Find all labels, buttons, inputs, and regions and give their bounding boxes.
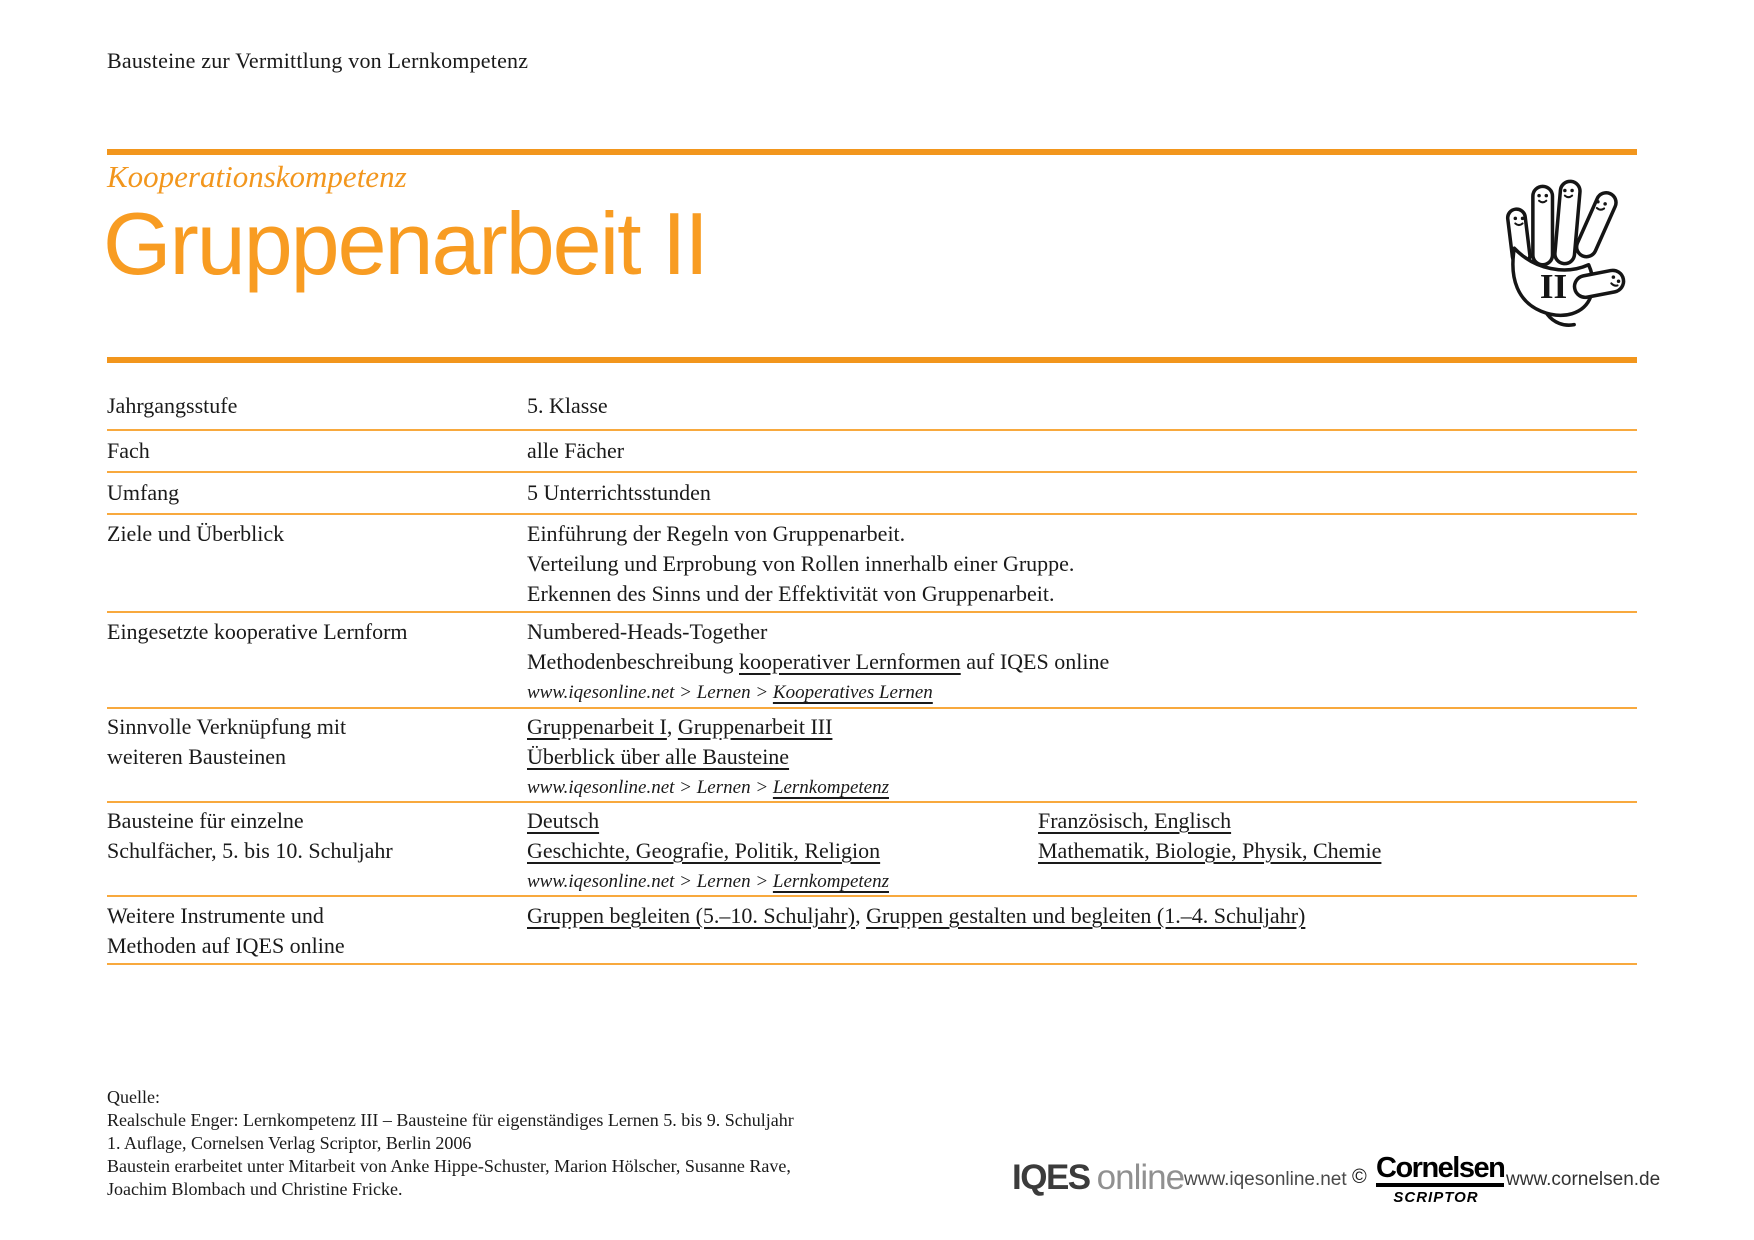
copyright-symbol: © (1352, 1166, 1367, 1188)
table-row-umfang (107, 473, 1637, 515)
row-value (527, 712, 1637, 800)
table-row-weitere-instrumente (107, 897, 1637, 965)
subjects-column-left (527, 806, 1038, 894)
link-ueberblick-bausteine[interactable]: Überblick über alle Bausteine (527, 744, 790, 769)
row-value (527, 806, 1637, 894)
category-subtitle: Kooperationskompetenz (107, 159, 407, 194)
row-value (527, 901, 1637, 961)
separator: , (666, 714, 678, 739)
top-divider-rule (107, 149, 1637, 155)
row-value: 5 Unterrichtsstunden (527, 480, 711, 505)
page-title: Gruppenarbeit II (103, 194, 707, 293)
goal-line: Verteilung und Erprobung von Rollen innerhalb einer Gruppe. (527, 551, 1075, 576)
site-path-line (527, 870, 1038, 894)
table-row-fach (107, 431, 1637, 473)
row-label (107, 901, 527, 961)
tools-links-line (527, 901, 1637, 931)
link-kooperative-lernformen[interactable]: kooperativer Lernformen (739, 649, 961, 674)
iqes-logo-online-text: online (1096, 1158, 1185, 1197)
text-fragment: Methodenbeschreibung (527, 649, 739, 674)
row-value: alle Fächer (527, 438, 625, 463)
label-line: Sinnvolle Verknüpfung mit (107, 714, 347, 739)
link-mathematik-naturwissenschaften[interactable]: Mathematik, Biologie, Physik, Chemie (1038, 838, 1382, 863)
table-row-jahrgangsstufe (107, 363, 1637, 431)
row-label (107, 806, 527, 894)
link-kooperatives-lernen[interactable]: Kooperatives Lernen (772, 682, 933, 703)
source-citation-block (107, 1086, 794, 1201)
separator: , (855, 903, 867, 928)
hand-icon (1500, 176, 1638, 336)
row-value: 5. Klasse (527, 393, 608, 418)
cornelsen-logo-text: Cornelsen (1376, 1153, 1504, 1187)
label-line: Schulfächer, 5. bis 10. Schuljahr (107, 838, 393, 863)
link-deutsch[interactable]: Deutsch (527, 808, 600, 833)
table-row-verknuepfung (107, 709, 1637, 803)
scriptor-logo-text: SCRIPTOR (1393, 1189, 1479, 1207)
hand-faces-illustration (1500, 176, 1638, 336)
link-gruppen-gestalten[interactable]: Gruppen gestalten und begleiten (1.–4. Schuljahr) (866, 903, 1306, 928)
row-value (527, 519, 1637, 609)
row-label (107, 712, 527, 800)
table-row-schulfaecher (107, 803, 1637, 897)
site-path-line (527, 681, 1637, 705)
cornelsen-scriptor-logo (1376, 1152, 1505, 1207)
row-label: Fach (107, 438, 150, 463)
row-label: Ziele und Überblick (107, 521, 285, 546)
source-line: Quelle: (107, 1087, 160, 1107)
site-path-line (527, 776, 1637, 800)
source-line: 1. Auflage, Cornelsen Verlag Scriptor, Berlin 2006 (107, 1133, 472, 1153)
row-label: Eingesetzte kooperative Lernform (107, 619, 408, 644)
iqes-website-url: www.iqesonline.net (1184, 1169, 1347, 1190)
goal-line: Erkennen des Sinns und der Effektivität von Gruppenarbeit. (527, 581, 1055, 606)
link-gruppen-begleiten[interactable]: Gruppen begleiten (5.–10. Schuljahr) (527, 903, 856, 928)
table-row-ziele (107, 515, 1637, 613)
table-row-lernform (107, 613, 1637, 709)
link-franzoesisch-englisch[interactable]: Französisch, Englisch (1038, 808, 1232, 833)
label-line: weiteren Bausteinen (107, 744, 286, 769)
label-line: Methoden auf IQES online (107, 933, 345, 958)
row-value (527, 617, 1637, 705)
source-line: Baustein erarbeitet unter Mitarbeit von Anke Hippe-Schuster, Marion Hölscher, Susanne Rave, (107, 1156, 791, 1176)
iqes-logo-text: IQES (1012, 1158, 1090, 1197)
link-geschichte-geografie[interactable]: Geschichte, Geografie, Politik, Religion (527, 838, 881, 863)
link-lernkompetenz[interactable]: Lernkompetenz (772, 777, 889, 798)
related-links-line (527, 712, 1637, 742)
goal-line: Einführung der Regeln von Gruppenarbeit. (527, 521, 906, 546)
text-fragment: auf IQES online (960, 649, 1110, 674)
row-label: Umfang (107, 480, 180, 505)
link-gruppenarbeit-3[interactable]: Gruppenarbeit III (677, 714, 833, 739)
row-label: Jahrgangsstufe (107, 393, 238, 418)
method-description-line (527, 647, 1637, 677)
document-header-line: Bausteine zur Vermittlung von Lernkompetenz (107, 48, 529, 73)
label-line: Weitere Instrumente und (107, 903, 324, 928)
method-name: Numbered-Heads-Together (527, 619, 768, 644)
subjects-column-right (1038, 806, 1637, 894)
cornelsen-website-url: www.cornelsen.de (1506, 1169, 1661, 1190)
hand-badge-numeral: II (1539, 266, 1568, 306)
source-line: Joachim Blombach und Christine Fricke. (107, 1179, 403, 1199)
path-prefix: www.iqesonline.net > Lernen > (527, 682, 773, 703)
path-prefix: www.iqesonline.net > Lernen > (527, 871, 773, 892)
source-line: Realschule Enger: Lernkompetenz III – Bausteine für eigenständiges Lernen 5. bis 9. Schuljahr (107, 1110, 794, 1130)
label-line: Bausteine für einzelne (107, 808, 304, 833)
path-prefix: www.iqesonline.net > Lernen > (527, 777, 773, 798)
link-lernkompetenz[interactable]: Lernkompetenz (772, 871, 889, 892)
info-table (107, 363, 1637, 965)
iqes-online-logo (1012, 1158, 1184, 1198)
link-gruppenarbeit-1[interactable]: Gruppenarbeit I (527, 714, 667, 739)
